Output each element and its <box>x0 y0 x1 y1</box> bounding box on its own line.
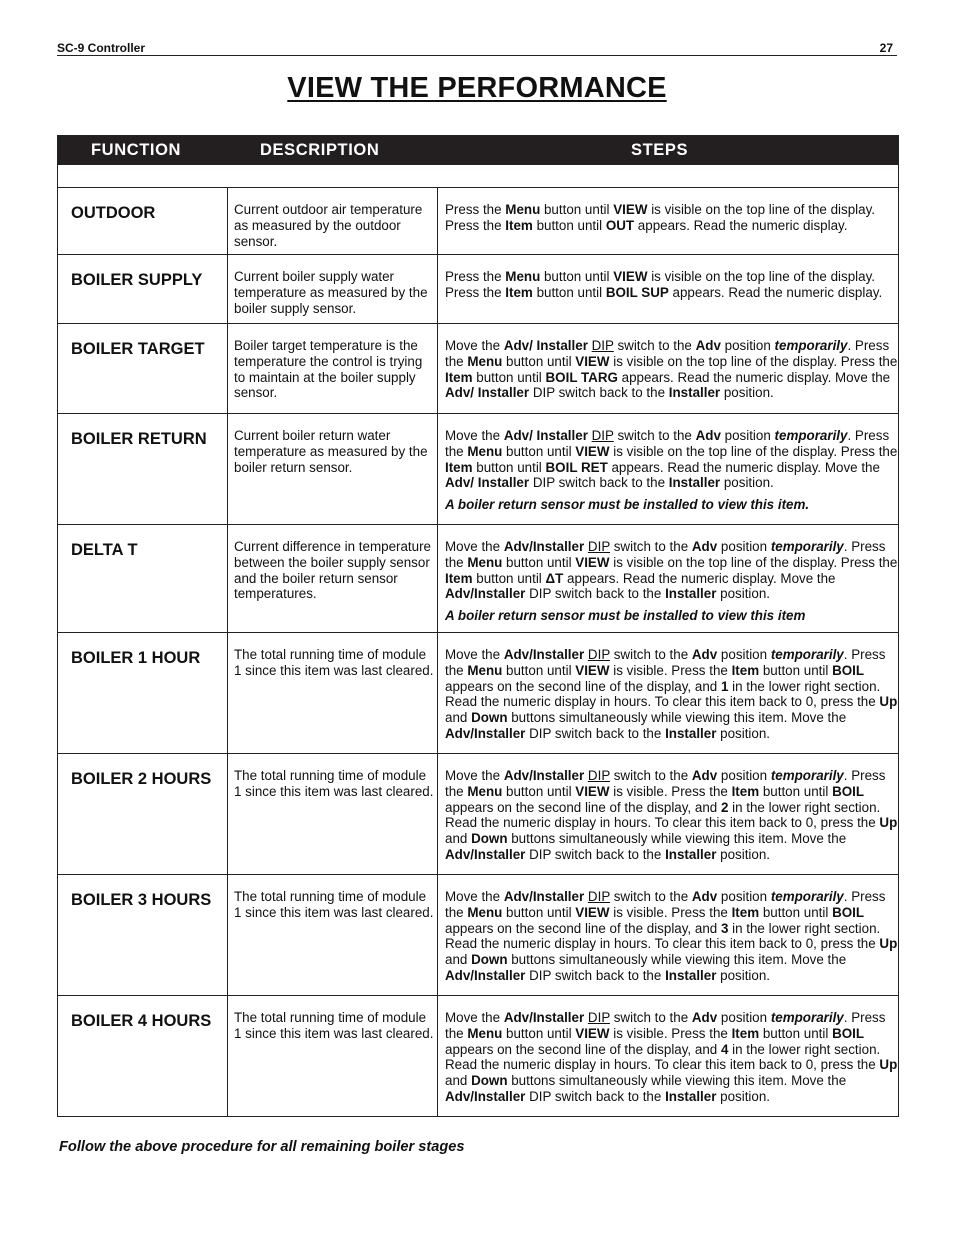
steps-segment: Adv/ Installer <box>445 475 530 491</box>
steps-segment: Installer <box>665 725 717 741</box>
steps-segment: Item <box>505 217 533 233</box>
steps-segment: DIP switch back to the <box>525 846 666 862</box>
steps-segment: VIEW <box>575 353 610 369</box>
steps-segment: switch to the <box>610 539 692 554</box>
steps-segment: switch to the <box>613 338 696 353</box>
page-title: VIEW THE PERFORMANCE <box>287 72 667 104</box>
steps-segment: appears on the second line of the display, and <box>445 799 721 815</box>
steps-segment: Menu <box>505 269 541 284</box>
steps-segment: VIEW <box>575 783 610 799</box>
steps-segment: temporarily <box>774 428 848 443</box>
steps-segment: button until <box>502 443 576 459</box>
steps-cell <box>438 996 898 1116</box>
steps-segment: temporarily <box>770 647 844 662</box>
steps-segment: Adv <box>691 889 718 904</box>
steps-segment: button until <box>759 783 833 799</box>
steps-segment: Item <box>445 570 473 586</box>
description-cell: Current boiler return water temperature as measured by the boiler return sensor. <box>228 414 438 524</box>
steps-segment: and <box>445 831 472 847</box>
performance-table <box>57 135 899 1117</box>
steps-segment: is visible. Press the <box>609 1025 732 1041</box>
steps-segment: 2 <box>720 799 729 815</box>
steps-segment: 1 <box>720 678 729 694</box>
steps-segment: button until <box>472 459 546 475</box>
steps-segment: position <box>717 889 771 904</box>
function-cell: BOILER 1 HOUR <box>58 633 228 753</box>
steps-segment: Menu <box>467 783 503 799</box>
function-cell: BOILER TARGET <box>58 324 228 413</box>
steps-cell <box>438 188 898 254</box>
steps-segment: button until <box>502 662 576 678</box>
steps-segment: switch to the <box>613 428 696 443</box>
steps-segment: position. <box>716 846 771 862</box>
steps-segment: Adv/Installer <box>503 768 585 783</box>
steps-cell <box>438 633 898 753</box>
steps-segment: Item <box>731 1025 760 1041</box>
steps-segment: DIP switch back to the <box>529 475 669 491</box>
steps-segment: 3 <box>720 920 729 936</box>
page-header <box>57 40 897 56</box>
steps-segment: position. <box>716 586 771 602</box>
steps-segment: switch to the <box>610 889 692 904</box>
steps-segment: . Press the <box>445 338 890 369</box>
table-row <box>58 633 898 754</box>
steps-segment: VIEW <box>575 554 610 570</box>
steps-segment: position. <box>716 967 771 983</box>
steps-segment: temporarily <box>770 768 844 783</box>
table-row <box>58 188 898 255</box>
steps-segment: appears. Read the numeric display. Move the <box>617 369 891 385</box>
steps-segment: button until <box>472 369 546 385</box>
table-row <box>58 996 898 1116</box>
steps-segment: Move the <box>445 338 504 353</box>
steps-segment: BOIL <box>832 904 865 920</box>
steps-segment: Item <box>505 284 533 300</box>
footer-note: Follow the above procedure for all remaining boiler stages <box>59 1139 465 1155</box>
steps-segment: Item <box>731 904 760 920</box>
steps-segment: is visible on the top line of the display. Press the <box>445 269 875 300</box>
column-header-steps: STEPS <box>631 141 689 159</box>
description-cell: The total running time of module 1 since this item was last cleared. <box>228 754 438 874</box>
steps-segment: is visible on the top line of the display. Press the <box>609 353 898 369</box>
function-cell: BOILER 2 HOURS <box>58 754 228 874</box>
steps-segment: and <box>445 710 472 726</box>
steps-segment: switch to the <box>610 647 692 662</box>
table-header <box>58 136 898 164</box>
steps-segment: position <box>717 539 771 554</box>
steps-text <box>445 539 898 602</box>
steps-segment: DIP <box>587 539 611 554</box>
steps-segment: button until <box>502 904 576 920</box>
steps-segment: switch to the <box>610 768 692 783</box>
description-cell: Boiler target temperature is the temperature the control is trying to maintain at the boiler supply sensor. <box>228 324 438 413</box>
steps-segment: Press the <box>445 269 506 284</box>
steps-segment: Up <box>879 1057 898 1073</box>
steps-segment: buttons simultaneously while viewing this item. Move the <box>507 710 847 726</box>
function-cell: BOILER 3 HOURS <box>58 875 228 995</box>
steps-segment: DIP <box>587 768 611 783</box>
steps-segment: position <box>720 338 775 353</box>
steps-text <box>445 768 898 863</box>
steps-segment: BOIL <box>832 1025 865 1041</box>
table-row <box>58 414 898 525</box>
steps-cell <box>438 414 898 524</box>
steps-note: A boiler return sensor must be installed to view this item. <box>445 497 810 513</box>
steps-segment: switch to the <box>610 1010 692 1025</box>
steps-segment: OUT <box>605 217 635 233</box>
steps-segment: VIEW <box>575 662 610 678</box>
steps-segment: Down <box>471 1073 508 1089</box>
steps-segment: appears on the second line of the display, and <box>445 1041 721 1057</box>
steps-segment: Item <box>445 459 473 475</box>
steps-segment: Adv <box>691 539 718 554</box>
steps-segment: is visible. Press the <box>609 904 732 920</box>
steps-segment: button until <box>540 269 614 284</box>
table-row <box>58 754 898 875</box>
steps-segment: Move the <box>445 428 504 443</box>
steps-segment: Up <box>879 694 898 710</box>
steps-segment: button until <box>759 904 833 920</box>
steps-segment: DIP switch back to the <box>525 967 666 983</box>
steps-segment: Adv <box>691 1010 718 1025</box>
table-row <box>58 525 898 633</box>
description-cell: The total running time of module 1 since this item was last cleared. <box>228 633 438 753</box>
steps-segment: . Press the <box>445 647 886 678</box>
steps-segment: DIP <box>587 889 611 904</box>
steps-segment: Menu <box>467 904 503 920</box>
steps-note: A boiler return sensor must be installed to view this item <box>445 608 806 624</box>
steps-segment: Up <box>879 936 898 952</box>
function-cell: BOILER RETURN <box>58 414 228 524</box>
steps-segment: Installer <box>665 586 717 602</box>
steps-segment: and <box>445 1073 472 1089</box>
steps-segment: . Press the <box>445 768 886 799</box>
steps-segment: Adv/Installer <box>445 967 526 983</box>
steps-cell <box>438 255 898 323</box>
steps-segment: appears on the second line of the display, and <box>445 678 721 694</box>
steps-segment: temporarily <box>770 539 844 554</box>
steps-text <box>445 647 898 742</box>
steps-segment: temporarily <box>770 1010 844 1025</box>
steps-segment: is visible on the top line of the display. Press the <box>609 443 898 459</box>
steps-segment: position <box>717 1010 771 1025</box>
steps-segment: Adv <box>695 428 721 443</box>
column-header-function: FUNCTION <box>91 141 182 159</box>
steps-segment: Adv/Installer <box>445 1088 526 1104</box>
steps-segment: button until <box>502 554 576 570</box>
steps-segment: button until <box>540 202 614 217</box>
steps-segment: Item <box>445 369 473 385</box>
function-cell: DELTA T <box>58 525 228 632</box>
steps-segment: BOIL <box>832 662 865 678</box>
steps-segment: VIEW <box>575 443 610 459</box>
steps-text <box>445 428 898 491</box>
steps-segment: position <box>717 647 771 662</box>
steps-segment: Adv/ Installer <box>503 428 588 443</box>
steps-segment: BOIL SUP <box>605 284 669 300</box>
steps-segment: 4 <box>720 1041 729 1057</box>
steps-segment: Installer <box>668 475 721 491</box>
description-cell: Current outdoor air temperature as measured by the outdoor sensor. <box>228 188 438 254</box>
steps-segment: temporarily <box>770 889 844 904</box>
steps-segment: DIP <box>587 647 611 662</box>
steps-segment: appears. Read the numeric display. Move the <box>563 570 836 586</box>
steps-segment: in the lower right section. Read the numeric display in hours. To clear this item back to 0, press the <box>445 1041 881 1073</box>
steps-segment: button until <box>759 662 833 678</box>
steps-segment: Move the <box>445 647 504 662</box>
steps-segment: appears. Read the numeric display. <box>634 217 848 233</box>
steps-segment: buttons simultaneously while viewing this item. Move the <box>507 952 847 968</box>
steps-segment: Installer <box>668 385 721 401</box>
steps-cell <box>438 525 898 632</box>
steps-segment: Adv <box>695 338 721 353</box>
steps-text <box>445 202 898 234</box>
steps-segment: is visible. Press the <box>609 783 732 799</box>
steps-text <box>445 889 898 984</box>
steps-segment: temporarily <box>774 338 848 353</box>
table-body <box>58 188 898 1116</box>
steps-segment: . Press the <box>445 889 886 920</box>
description-cell: Current boiler supply water temperature as measured by the boiler supply sensor. <box>228 255 438 323</box>
steps-segment: VIEW <box>575 904 610 920</box>
steps-segment: . Press the <box>445 1010 886 1041</box>
description-cell: The total running time of module 1 since this item was last cleared. <box>228 996 438 1116</box>
steps-segment: Down <box>471 952 508 968</box>
steps-segment: Down <box>471 710 508 726</box>
steps-segment: in the lower right section. Read the numeric display in hours. To clear this item back to 0, press the <box>445 678 881 710</box>
steps-segment: Move the <box>445 1010 504 1025</box>
steps-segment: is visible. Press the <box>609 662 732 678</box>
steps-segment: Installer <box>665 1088 717 1104</box>
steps-segment: . Press the <box>445 428 890 459</box>
steps-segment: Move the <box>445 889 504 904</box>
function-cell: BOILER 4 HOURS <box>58 996 228 1116</box>
steps-segment: is visible on the top line of the display. Press the <box>609 554 898 570</box>
steps-segment: Menu <box>467 353 503 369</box>
steps-segment: DIP switch back to the <box>529 385 669 401</box>
description-cell: Current difference in temperature between the boiler supply sensor and the boiler return sensor temperatures. <box>228 525 438 632</box>
steps-segment: button until <box>502 353 576 369</box>
steps-segment: . Press the <box>445 539 886 570</box>
steps-segment: BOIL RET <box>545 459 608 475</box>
steps-segment: ΔT <box>545 570 564 586</box>
steps-segment: Adv/Installer <box>503 539 585 554</box>
steps-segment: Down <box>471 831 508 847</box>
steps-segment: button until <box>532 217 606 233</box>
steps-segment: DIP switch back to the <box>525 1088 666 1104</box>
steps-segment: Adv/ Installer <box>503 338 588 353</box>
steps-segment: Adv <box>691 647 718 662</box>
steps-segment: Adv/Installer <box>503 1010 585 1025</box>
steps-segment: Adv/Installer <box>445 586 526 602</box>
steps-segment: buttons simultaneously while viewing this item. Move the <box>507 831 847 847</box>
steps-segment: button until <box>532 284 606 300</box>
steps-segment: DIP switch back to the <box>525 725 666 741</box>
steps-text <box>445 269 898 301</box>
table-spacer-row <box>58 164 898 188</box>
steps-segment: BOIL TARG <box>545 369 618 385</box>
steps-segment: DIP <box>587 1010 611 1025</box>
steps-segment: Menu <box>467 1025 503 1041</box>
steps-segment: button until <box>472 570 546 586</box>
steps-segment: position. <box>720 475 774 491</box>
steps-segment: buttons simultaneously while viewing this item. Move the <box>507 1073 847 1089</box>
steps-segment: Item <box>731 783 760 799</box>
steps-segment: appears. Read the numeric display. Move the <box>607 459 880 475</box>
document-name: SC-9 Controller <box>57 41 146 55</box>
table-row <box>58 875 898 996</box>
steps-segment: Up <box>879 815 898 831</box>
table-row <box>58 324 898 414</box>
table-row <box>58 255 898 324</box>
steps-segment: Adv/Installer <box>445 846 526 862</box>
steps-segment: button until <box>502 783 576 799</box>
steps-segment: in the lower right section. Read the numeric display in hours. To clear this item back to 0, press the <box>445 920 881 952</box>
steps-segment: Adv <box>691 768 718 783</box>
steps-segment: Installer <box>665 967 717 983</box>
steps-segment: VIEW <box>575 1025 610 1041</box>
steps-segment: button until <box>502 1025 576 1041</box>
steps-segment: is visible on the top line of the display. Press the <box>445 202 875 233</box>
steps-segment: button until <box>759 1025 833 1041</box>
steps-segment: DIP switch back to the <box>525 586 666 602</box>
steps-segment: DIP <box>591 428 614 443</box>
column-header-description: DESCRIPTION <box>260 141 380 159</box>
steps-segment: DIP <box>591 338 614 353</box>
steps-segment: Installer <box>665 846 717 862</box>
steps-segment: appears on the second line of the display, and <box>445 920 721 936</box>
steps-text <box>445 338 898 401</box>
page-number: 27 <box>879 41 893 55</box>
steps-segment: Menu <box>467 443 503 459</box>
steps-segment: VIEW <box>613 269 648 284</box>
steps-cell <box>438 875 898 995</box>
steps-segment: position. <box>720 385 774 401</box>
steps-cell <box>438 754 898 874</box>
steps-segment: BOIL <box>832 783 865 799</box>
steps-segment: Menu <box>467 662 503 678</box>
steps-segment: Menu <box>505 202 541 217</box>
steps-segment: Adv/Installer <box>503 889 585 904</box>
steps-segment: position. <box>716 725 771 741</box>
function-cell: OUTDOOR <box>58 188 228 254</box>
steps-segment: position <box>720 428 775 443</box>
steps-segment: Adv/Installer <box>503 647 585 662</box>
steps-segment: position <box>717 768 771 783</box>
steps-segment: Move the <box>445 768 504 783</box>
description-cell: The total running time of module 1 since this item was last cleared. <box>228 875 438 995</box>
steps-segment: position. <box>716 1088 771 1104</box>
steps-cell <box>438 324 898 413</box>
steps-text <box>445 1010 898 1105</box>
steps-segment: Menu <box>467 554 503 570</box>
steps-segment: and <box>445 952 472 968</box>
steps-segment: appears. Read the numeric display. <box>668 284 883 300</box>
steps-segment: Adv/ Installer <box>445 385 530 401</box>
steps-segment: Item <box>731 662 760 678</box>
steps-segment: Press the <box>445 202 506 217</box>
steps-segment: Move the <box>445 539 504 554</box>
steps-segment: VIEW <box>613 202 648 217</box>
steps-segment: Adv/Installer <box>445 725 526 741</box>
function-cell: BOILER SUPPLY <box>58 255 228 323</box>
steps-segment: in the lower right section. Read the numeric display in hours. To clear this item back to 0, press the <box>445 799 881 831</box>
